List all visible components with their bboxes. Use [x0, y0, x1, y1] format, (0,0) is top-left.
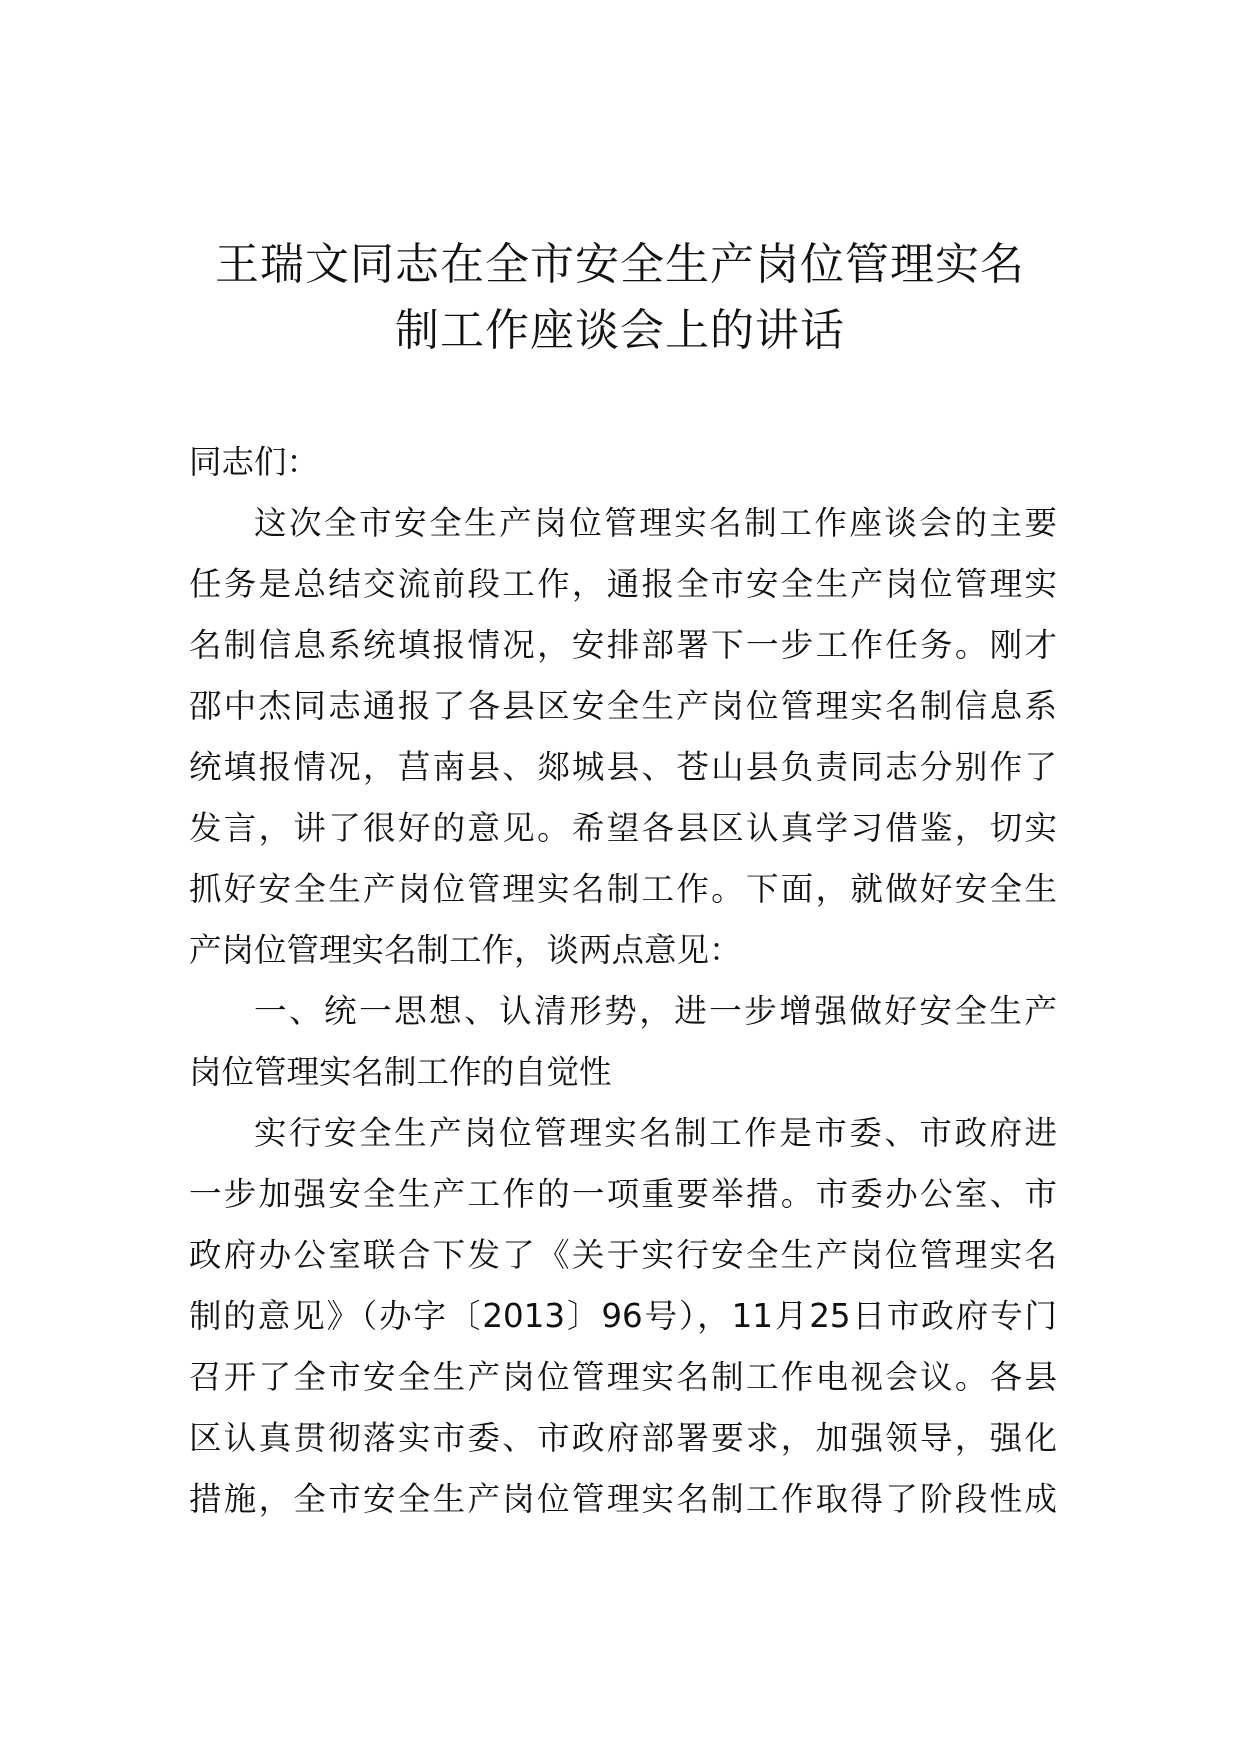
- body-line: 抓好安全生产岗位管理实名制工作。下面，就做好安全生: [189, 870, 1057, 908]
- body-line: 产岗位管理实名制工作，谈两点意见：: [189, 931, 742, 969]
- body-line: 措施，全市安全生产岗位管理实名制工作取得了阶段性成: [189, 1480, 1057, 1518]
- body-line: 实行安全生产岗位管理实名制工作是市委、市政府进: [254, 1114, 1057, 1152]
- section-heading-line: 岗位管理实名制工作的自觉性: [189, 1053, 612, 1091]
- title-line: 王瑞文同志在全市安全生产岗位管理实名: [215, 239, 1025, 290]
- body-line: 区认真贯彻落实市委、市政府部署要求，加强领导，强化: [189, 1419, 1057, 1457]
- salutation: 同志们：: [189, 443, 320, 481]
- document-title: [150, 232, 1090, 364]
- body-line: 政府办公室联合下发了《关于实行安全生产岗位管理实名: [189, 1236, 1057, 1274]
- body-line: 这次全市安全生产岗位管理实名制工作座谈会的主要: [254, 504, 1057, 542]
- body-line: 任务是总结交流前段工作，通报全市安全生产岗位管理实: [189, 565, 1057, 603]
- body-line: 一步加强安全生产工作的一项重要举措。市委办公室、市: [189, 1175, 1057, 1213]
- body-line: 召开了全市安全生产岗位管理实名制工作电视会议。各县: [189, 1358, 1057, 1396]
- title-line: 制工作座谈会上的讲话: [395, 305, 845, 356]
- body-line: 制的意见》（办字〔2013〕96号），11月25日市政府专门: [189, 1297, 1057, 1335]
- body-line: 邵中杰同志通报了各县区安全生产岗位管理实名制信息系: [189, 687, 1057, 725]
- section-heading-line: 一、统一思想、认清形势，进一步增强做好安全生产: [254, 992, 1057, 1030]
- body-line: 统填报情况，莒南县、郯城县、苍山县负责同志分别作了: [189, 748, 1057, 786]
- document-body: [189, 432, 1057, 1530]
- body-line: 发言，讲了很好的意见。希望各县区认真学习借鉴，切实: [189, 809, 1057, 847]
- body-line: 名制信息系统填报情况，安排部署下一步工作任务。刚才: [189, 626, 1057, 664]
